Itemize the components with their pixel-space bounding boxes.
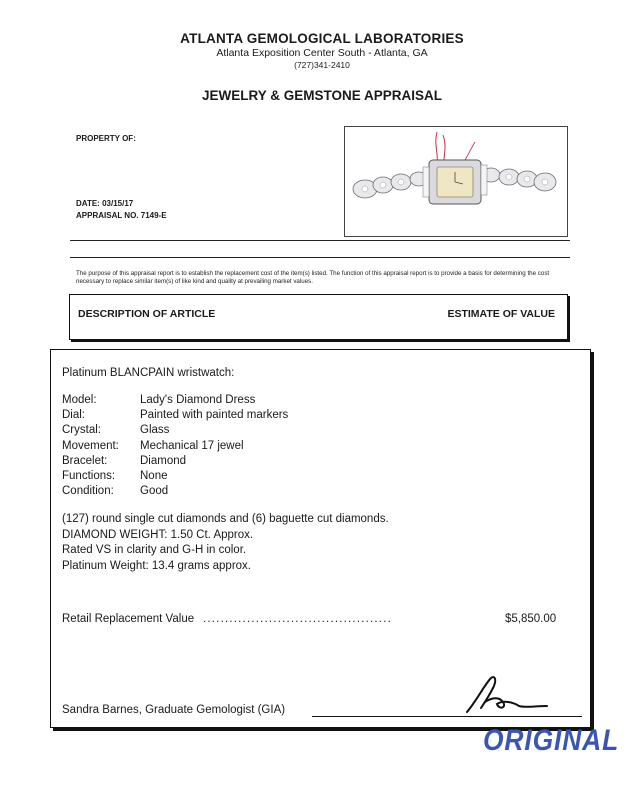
item-heading: Platinum BLANCPAIN wristwatch: — [62, 367, 235, 379]
appraisal-date: DATE: 03/15/17 — [76, 199, 134, 208]
spec-key: Model: — [62, 394, 97, 406]
spec-key: Bracelet: — [62, 454, 108, 467]
spec-key: Crystal: — [62, 424, 101, 437]
purpose-statement: The purpose of this appraisal report is to establish the replacement cost of the item(s) listed. The function of this appraisal report is to provide a basis for determining the cost necessary to replace similar item(s) of like kind and quality at prevailing market values. — [76, 270, 550, 285]
divider-line — [70, 257, 570, 258]
spec-value: Mechanical 17 jewel — [140, 439, 244, 452]
divider-line — [70, 240, 570, 241]
spec-key: Movement: — [62, 439, 119, 452]
retail-replacement-value: $5,850.00 — [505, 613, 557, 625]
original-stamp: ORIGINAL — [483, 724, 620, 757]
watch-photo — [344, 126, 568, 237]
lab-phone: (727)341-2410 — [294, 60, 350, 70]
column-header-box — [69, 294, 568, 340]
spec-value: Diamond — [140, 454, 187, 467]
gemologist-name: Sandra Barnes, Graduate Gemologist (GIA) — [62, 704, 286, 716]
spec-value: Good — [140, 485, 169, 498]
lab-address: Atlanta Exposition Center South - Atlanta, GA — [216, 47, 428, 59]
item-detail: (127) round single cut diamonds and (6) baguette cut diamonds. — [62, 513, 389, 525]
estimate-column-header: ESTIMATE OF VALUE — [447, 308, 555, 320]
appraisal-number: APPRAISAL NO. 7149-E — [76, 211, 167, 220]
watch-illustration — [345, 127, 567, 236]
item-detail: Rated VS in clarity and G-H in color. — [62, 544, 247, 556]
spec-key: Condition: — [62, 485, 114, 498]
spec-value: None — [140, 470, 168, 482]
spec-value: Glass — [140, 424, 170, 437]
description-column-header: DESCRIPTION OF ARTICLE — [78, 308, 216, 320]
value-leader-dots: ........................................... — [203, 613, 392, 625]
property-of-label: PROPERTY OF: — [76, 134, 136, 143]
item-detail: DIAMOND WEIGHT: 1.50 Ct. Approx. — [62, 528, 254, 541]
item-detail: Platinum Weight: 13.4 grams approx. — [62, 559, 251, 572]
spec-key: Dial: — [62, 409, 86, 422]
document-title: JEWELRY & GEMSTONE APPRAISAL — [201, 88, 443, 103]
value-label: Retail Replacement Value — [62, 613, 195, 625]
item-detail-list — [62, 512, 389, 574]
spec-value: Lady's Diamond Dress — [140, 394, 256, 406]
spec-value: Painted with painted markers — [140, 409, 289, 422]
lab-name: ATLANTA GEMOLOGICAL LABORATORIES — [180, 31, 464, 46]
spec-key: Functions: — [62, 470, 116, 482]
signature-mark — [455, 672, 555, 718]
